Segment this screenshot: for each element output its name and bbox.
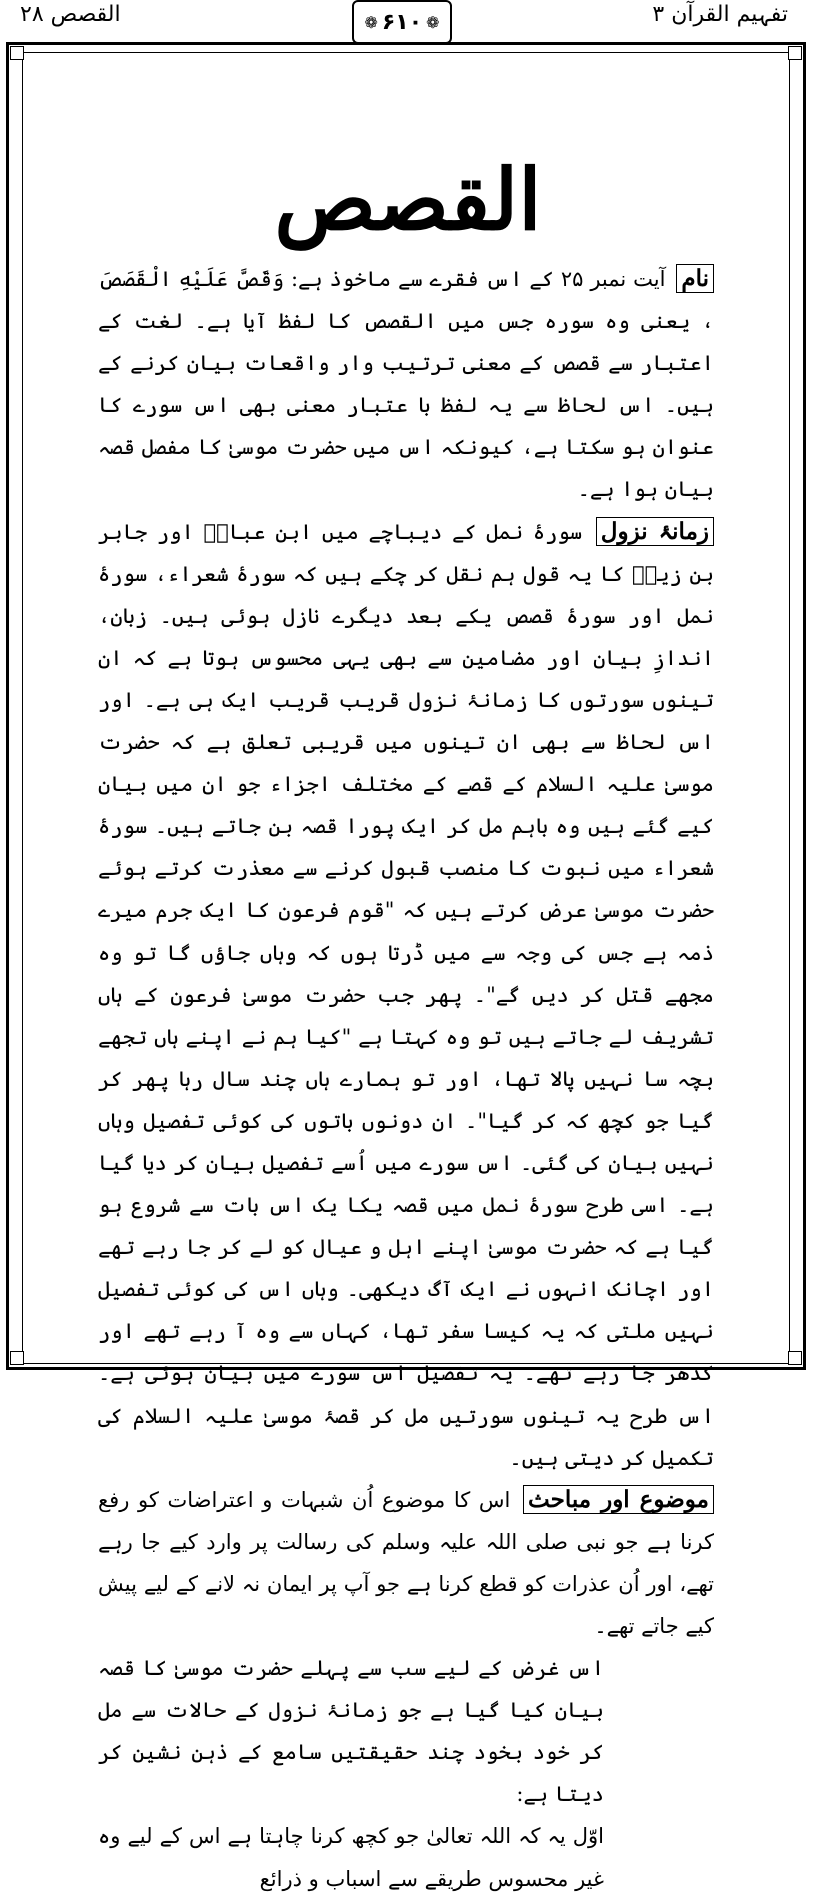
surah-name-number: القصص ۲۸: [20, 2, 121, 27]
section-mauzu: [98, 1479, 714, 1647]
surah-title: القصص: [274, 150, 542, 249]
section-text-mauzu: اس کا موضوع اُن شبہات و اعتراضات کو رفع کرنا ہے جو نبی صلی اللہ علیہ وسلم کی رسالت پر وارد کیے جا رہے تھے، اور اُن عذرات کو قطع کرنا ہے جو آپ پر ایمان نہ لانے کے لیے پیش کیے جاتے تھے۔: [98, 1487, 714, 1638]
corner-ornament: [788, 1351, 802, 1365]
section-heading-naam: نام: [676, 264, 714, 293]
page-number: ❁ ۶۱۰: [381, 9, 423, 35]
section-heading-mauzu: موضوع اور مباحث: [523, 1485, 714, 1514]
corner-ornament: [10, 46, 24, 60]
book-title: تفہیم القرآن ۳: [652, 2, 788, 27]
section-text-zamana: سورۂ نمل کے دیباچے میں ابن عباسؓ اور جابر بن زیدؓ کا یہ قول ہم نقل کر چکے ہیں کہ سورۂ شعراء، سورۂ نمل اور سورۂ قصص یکے بعد دیگرے نازل ہوئی ہیں۔ زبان، اندازِ بیان اور مضامین سے بھی یہی محسوس ہوتا ہے کہ ان تینوں سورتوں کا زمانۂ نزول قریب قریب ایک ہی ہے۔ اور اس لحاظ سے بھی ان تینوں میں قریبی تعلق ہے کہ حضرت موسیٰ علیہ السلام کے قصے کے مختلف اجزاء جو ان میں بیان کیے گئے ہیں وہ باہم مل کر ایک پورا قصہ بن جاتے ہیں۔ سورۂ شعراء میں نبوت کا منصب قبول کرنے سے معذرت کرتے ہوئے حضرت موسیٰ عرض کرتے ہیں کہ "قوم فرعون کا ایک جرم میرے ذمہ ہے جس کی وجہ سے میں ڈرتا ہوں کہ وہاں جاؤں گا تو وہ مجھے قتل کر دیں گے"۔ پھر جب حضرت موسیٰ فرعون کے ہاں تشریف لے جاتے ہیں تو وہ کہتا ہے "کیا ہم نے اپنے ہاں تجھے بچہ سا نہیں پالا تھا، اور تو ہمارے ہاں چند سال رہا پھر کر گیا جو کچھ کہ کر گیا"۔ ان دونوں باتوں کی کوئی تفصیل وہاں نہیں بیان کی گئی۔ اس سورے میں اُسے تفصیل بیان کر دیا گیا ہے۔ اسی طرح سورۂ نمل میں قصہ یکا یک اس بات سے شروع ہو گیا ہے کہ حضرت موسیٰ اپنے اہل و عیال کو لے کر جا رہے تھے اور اچانک انہوں نے ایک آگ دیکھی۔ وہاں اس کی کوئی تفصیل نہیں ملتی کہ یہ کیسا سفر تھا، کہاں سے وہ آ رہے تھے اور کدھر جا رہے تھے۔ یہ تفصیل اس سورے میں بیان ہوئی ہے۔ اس طرح یہ تینوں سورتیں مل کر قصۂ موسیٰ علیہ السلام کی تکمیل کر دیتی ہیں۔: [98, 519, 714, 1470]
corner-ornament: [788, 46, 802, 60]
section-heading-zamana: زمانۂ نزول: [596, 517, 714, 546]
paragraph: اس غرض کے لیے سب سے پہلے حضرت موسیٰ کا قصہ بیان کیا گیا ہے جو زمانۂ نزول کے حالات سے مل کر خود بخود چند حقیقتیں سامع کے ذہن نشین کر دیتا ہے:: [98, 1656, 604, 1807]
page-header: [0, 0, 816, 44]
page-number-ornament: [352, 0, 452, 44]
section-text-naam: آیت نمبر ۲۵ کے اس فقرے سے ماخوذ ہے: وَقَصَّ عَلَيْهِ الْقَصَصَ ، یعنی وہ سورہ جس میں القصص کا لفظ آیا ہے۔ لغت کے اعتبار سے قصص کے معنی ترتیب وار واقعات بیان کرنے کے ہیں۔ اس لحاظ سے یہ لفظ با عتبار معنی بھی اس سورے کا عنوان ہو سکتا ہے، کیونکہ اس میں حضرت موسیٰ کا مفصل قصہ بیان ہوا ہے۔: [98, 267, 714, 502]
paragraph: اوّل یہ کہ اللہ تعالیٰ جو کچھ کرنا چاہتا ہے اس کے لیے وہ غیر محسوس طریقے سے اسباب و ذرائع: [98, 1824, 604, 1891]
body-text: [98, 258, 714, 1900]
section-zamana: [98, 511, 714, 1479]
corner-ornament: [10, 1351, 24, 1365]
section-naam: [98, 258, 714, 511]
